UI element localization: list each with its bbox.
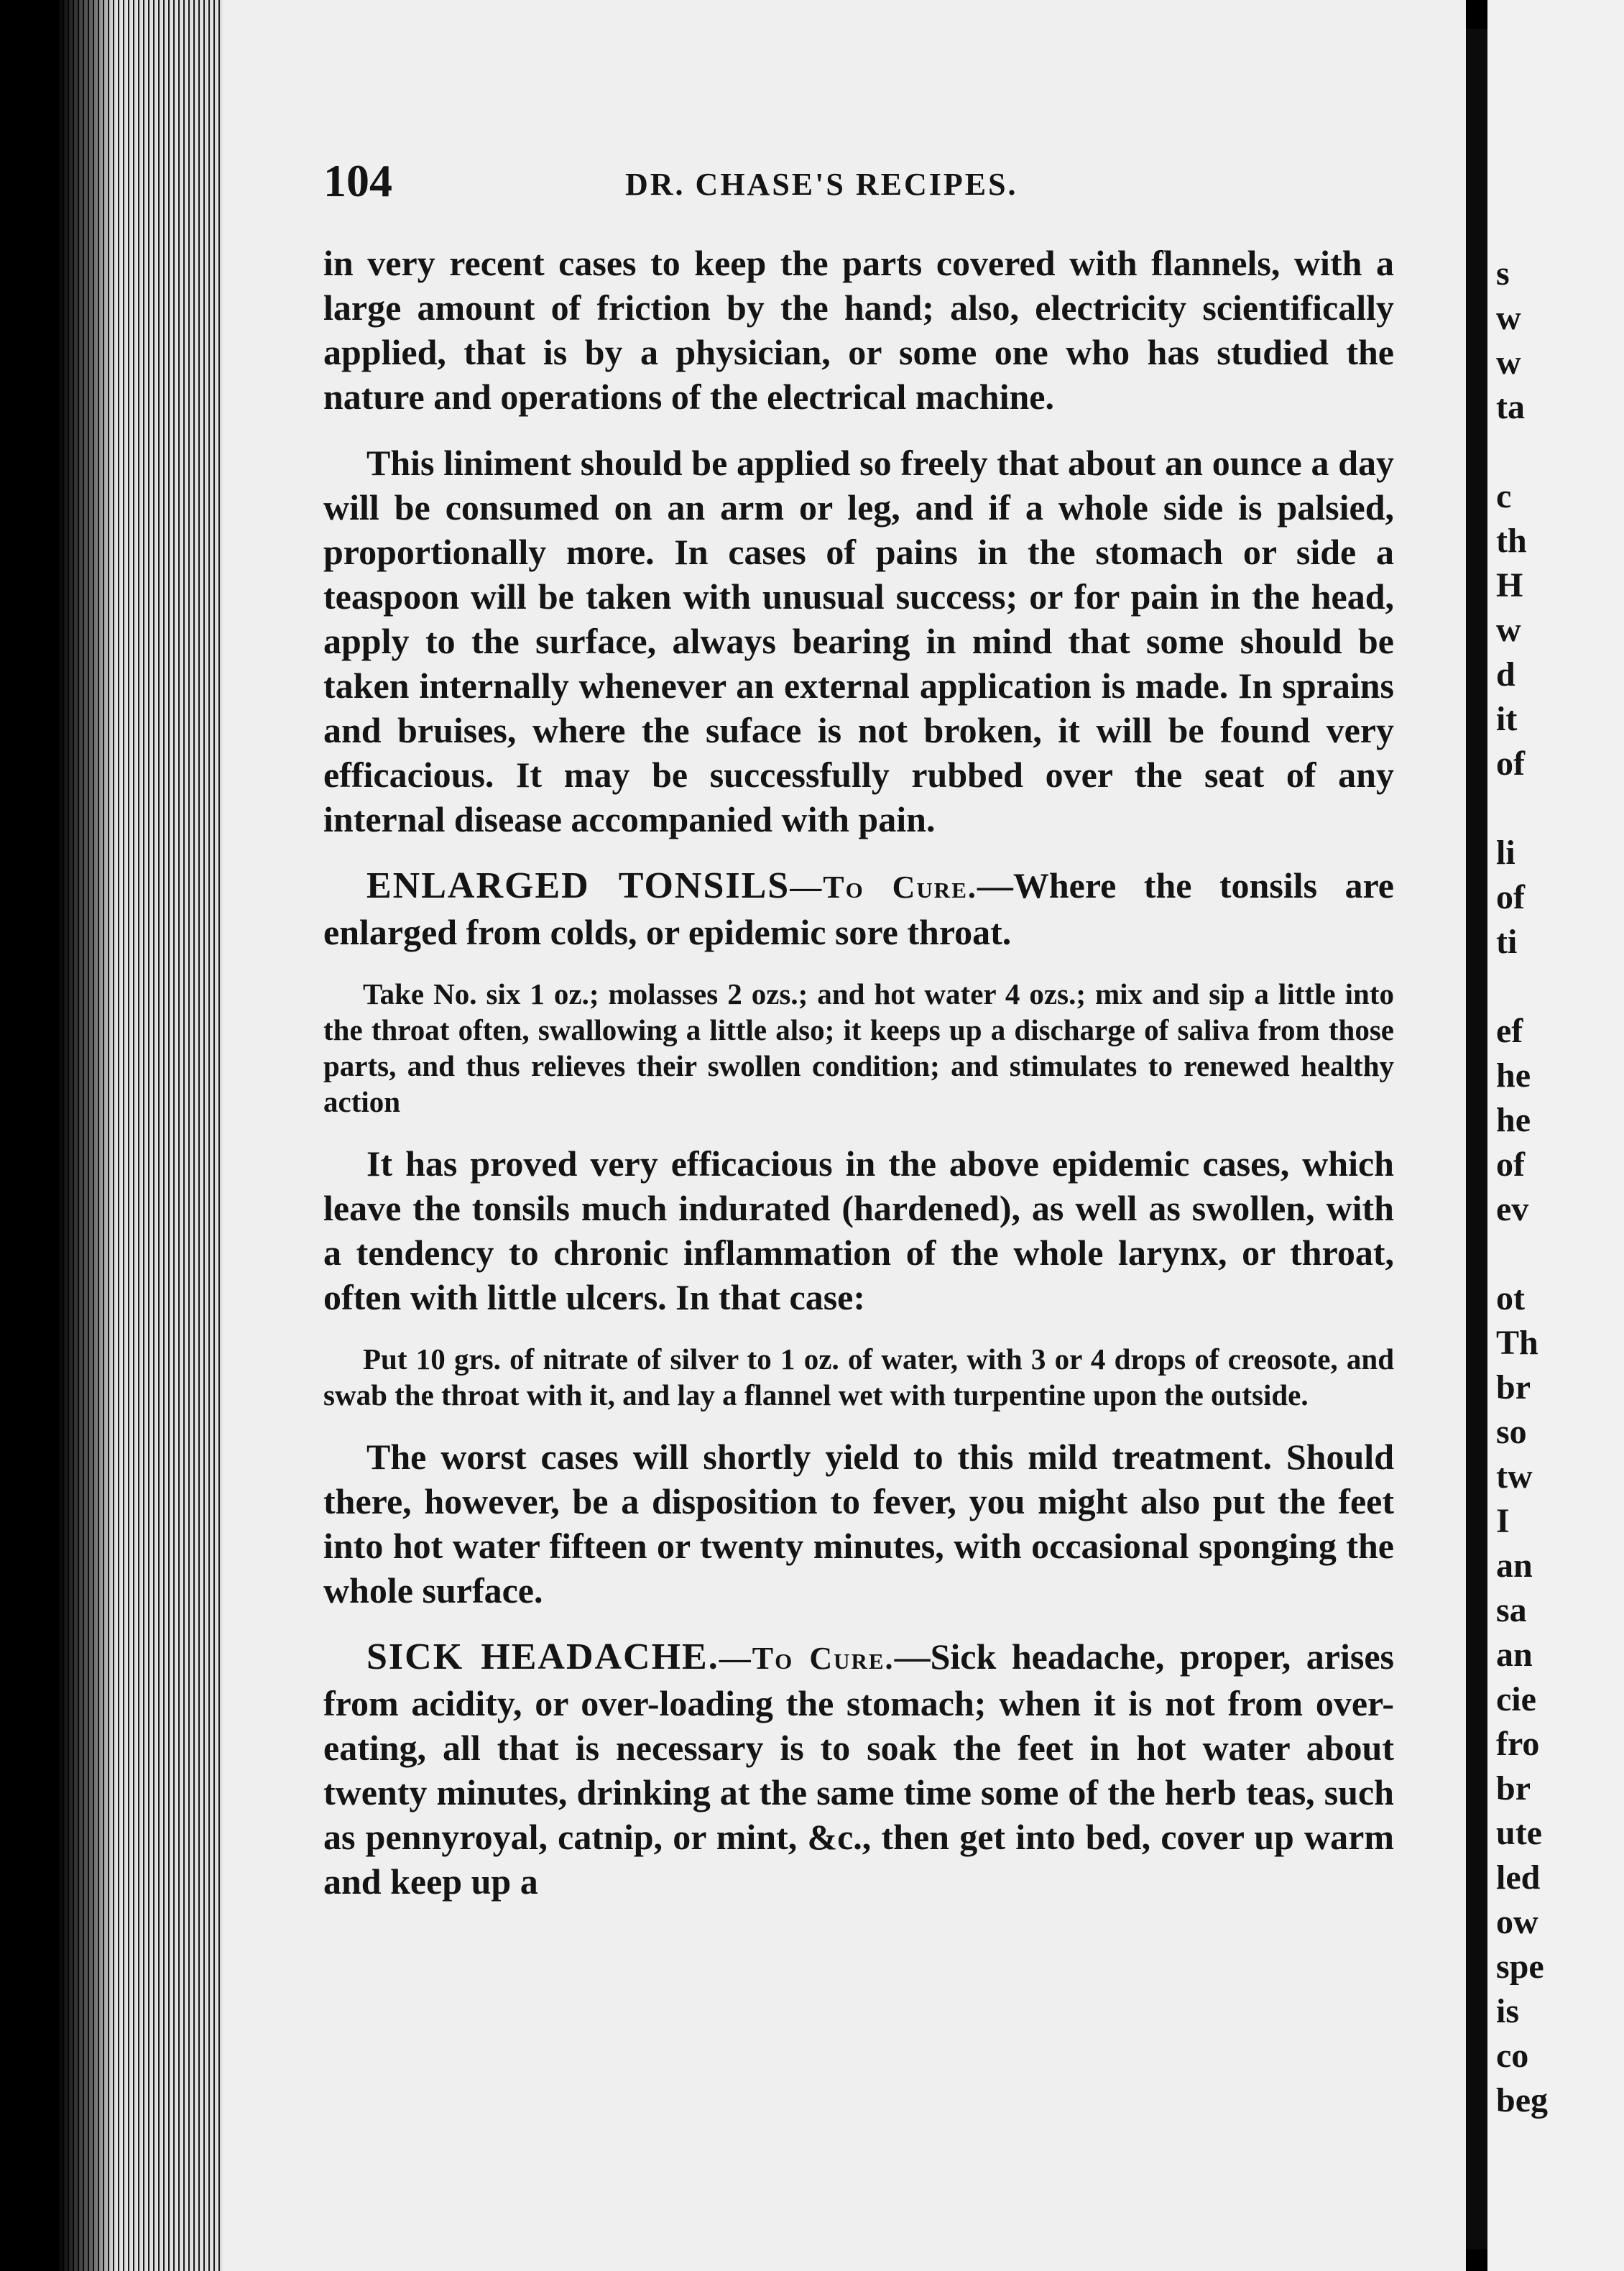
facing-page-line: is (1496, 1992, 1520, 2030)
section-intro-tonsils: —Where the tonsils are enlarged from colds, or epidemic sore throat. (323, 865, 1394, 952)
book-gutter (1466, 29, 1487, 2249)
section-heading-headache: SICK HEADACHE. (366, 1636, 719, 1677)
facing-page-line: of (1496, 878, 1525, 916)
facing-page-line: ute (1496, 1814, 1542, 1852)
facing-page-line (1496, 786, 1624, 831)
section-sick-headache (323, 1634, 1394, 1904)
facing-page-line: tw (1496, 1457, 1533, 1496)
facing-page-line: w (1496, 344, 1521, 382)
facing-page-text (1496, 252, 1624, 2123)
facing-page-line: an (1496, 1547, 1533, 1585)
facing-page-line: Th (1496, 1324, 1538, 1362)
recipe-tonsils: Take No. six 1 oz.; molasses 2 ozs.; and hot water 4 ozs.; mix and sip a little into the throat often, swallowing a little also; it keeps up a discharge of saliva from those parts, and thus relieves their swollen condition; and stimulates to renewed healthy action (323, 977, 1394, 1118)
page-header (323, 155, 1401, 212)
section-enlarged-tonsils (323, 863, 1394, 954)
facing-page-line: br (1496, 1769, 1531, 1807)
facing-page-line: spe (1496, 1948, 1544, 1986)
facing-page-line: of (1496, 745, 1525, 783)
facing-page-line: ef (1496, 1012, 1523, 1050)
facing-page-line (1496, 964, 1624, 1009)
facing-page-fragment (1487, 0, 1624, 2271)
running-title: DR. CHASE'S RECIPES. (625, 167, 1018, 202)
facing-page-line: ta (1496, 388, 1525, 426)
page-number: 104 (323, 155, 392, 206)
facing-page-line: so (1496, 1413, 1527, 1451)
facing-page-line: I (1496, 1502, 1510, 1540)
facing-page-line: led (1496, 1858, 1541, 1897)
facing-page-line: he (1496, 1056, 1531, 1095)
facing-page-line: co (1496, 2037, 1529, 2075)
paragraph-worst-cases: The worst cases will shortly yield to this mild treatment. Should there, however, be a disposition to fever, you might also put the feet into hot water fifteen or twenty minutes, with occasional sponging the whole surface. (323, 1437, 1394, 1611)
facing-page-line: H (1496, 566, 1523, 604)
facing-page-line: he (1496, 1101, 1531, 1139)
section-heading-tonsils: ENLARGED TONSILS (366, 865, 790, 906)
section-text-headache: —Sick headache, proper, arises from acidity, or over-loading the stomach; when it is not from over-eating, all that is necessary is to soak the feet in hot water about twenty minutes, drinking at the same time some of the herb teas, such as pennyroyal, catnip, or mint, &c., then get into bed, cover up warm and keep up a (323, 1636, 1395, 1902)
facing-page-line: s (1496, 254, 1510, 292)
recipe-nitrate-silver: Put 10 grs. of nitrate of silver to 1 oz. of water, with 3 or 4 drops of creosote, and swab the throat with it, and lay a flannel wet with turpentine upon the outside. (323, 1342, 1394, 1411)
facing-page-line: br (1496, 1368, 1531, 1406)
paragraph-liniment: This liniment should be applied so freely that about an ounce a day will be consumed on an arm or leg, and if a whole side is palsied, proportionally more. In cases of pains in the stomach or side a teaspoon will be taken with unusual success; or for pain in the head, apply to the surface, always bearing in mind that some should be taken internally whenever an external application is made. In sprains and bruises, where the suface is not broken, it will be found very efficacious. It may be successfully rubbed over the seat of any internal disease accompanied with pain. (323, 443, 1394, 839)
facing-page-line (1496, 1232, 1624, 1276)
facing-page-line: of (1496, 1146, 1525, 1184)
facing-page-line: d (1496, 655, 1515, 694)
facing-page-line: ti (1496, 923, 1518, 961)
facing-page-line: w (1496, 611, 1521, 649)
facing-page-line: w (1496, 299, 1521, 337)
facing-page-line: li (1496, 834, 1515, 872)
page-body (323, 241, 1394, 1925)
facing-page-line: c (1496, 477, 1512, 515)
facing-page-line: sa (1496, 1591, 1527, 1629)
facing-page-line: an (1496, 1636, 1533, 1674)
facing-page-line: it (1496, 700, 1518, 738)
section-subhead-headache: —To Cure. (719, 1641, 895, 1676)
paragraph-epidemic-cases: It has proved very efficacious in the above epidemic cases, which leave the tonsils much indurated (hardened), as well as swollen, with a tendency to chronic inflammation of the whole larynx, or throat, often with little ulcers. In that case: (323, 1143, 1394, 1317)
facing-page-line (1496, 430, 1624, 474)
facing-page-line: beg (1496, 2081, 1548, 2119)
facing-page-line: th (1496, 522, 1527, 560)
facing-page-line: ot (1496, 1279, 1525, 1317)
section-subhead-tonsils: —To Cure. (790, 870, 977, 905)
book-page-edges (57, 0, 223, 2271)
facing-page-line: cie (1496, 1680, 1536, 1718)
facing-page-line: fro (1496, 1725, 1540, 1763)
facing-page-line: ow (1496, 1903, 1538, 1941)
facing-page-line: ev (1496, 1190, 1529, 1228)
paragraph-continuation: in very recent cases to keep the parts covered with flannels, with a large amount of friction by the hand; also, electricity scientifically applied, that is by a physician, or some one who has studied the nature and operations of the electrical machine. (323, 243, 1394, 417)
